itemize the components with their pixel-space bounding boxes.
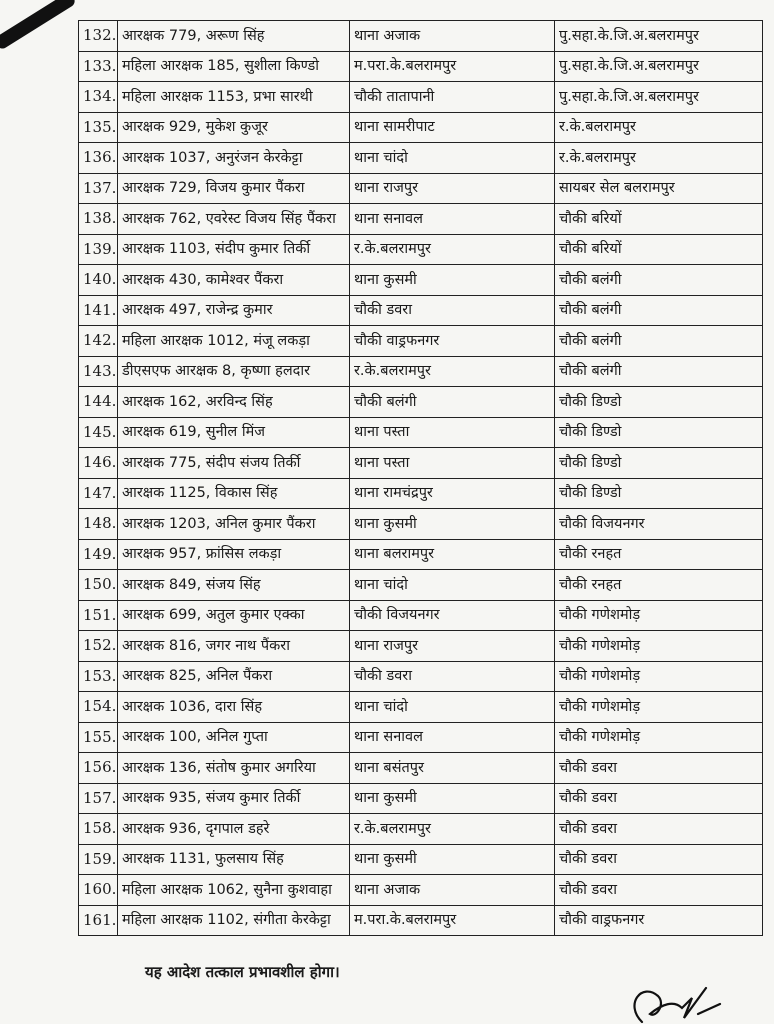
employee-name-cell: आरक्षक 729, विजय कुमार पैंकरा xyxy=(118,173,350,204)
employee-name-cell: आरक्षक 779, अरूण सिंह xyxy=(118,21,350,52)
current-posting-cell: थाना कुसमी xyxy=(350,844,555,875)
serial-number-cell: 151. xyxy=(79,600,118,631)
current-posting-cell: म.परा.के.बलरामपुर xyxy=(350,905,555,936)
serial-number-cell: 147. xyxy=(79,478,118,509)
serial-number-cell: 158. xyxy=(79,814,118,845)
table-row xyxy=(79,295,763,326)
current-posting-cell: थाना कुसमी xyxy=(350,783,555,814)
employee-name-cell: महिला आरक्षक 1102, संगीता केरकेट्टा xyxy=(118,905,350,936)
table-row xyxy=(79,143,763,174)
serial-number-cell: 144. xyxy=(79,387,118,418)
employee-name-cell: आरक्षक 1131, फुलसाय सिंह xyxy=(118,844,350,875)
current-posting-cell: र.के.बलरामपुर xyxy=(350,356,555,387)
current-posting-cell: चौकी डवरा xyxy=(350,661,555,692)
serial-number-cell: 154. xyxy=(79,692,118,723)
signature-mark xyxy=(622,974,732,1024)
new-posting-cell: र.के.बलरामपुर xyxy=(555,143,763,174)
table-row xyxy=(79,844,763,875)
table-row xyxy=(79,692,763,723)
order-effective-note: यह आदेश तत्काल प्रभावशील होगा। xyxy=(145,963,340,981)
new-posting-cell: चौकी विजयनगर xyxy=(555,509,763,540)
new-posting-cell: चौकी रनहत xyxy=(555,539,763,570)
table-row xyxy=(79,448,763,479)
current-posting-cell: थाना चांदो xyxy=(350,570,555,601)
current-posting-cell: थाना राजपुर xyxy=(350,631,555,662)
table-row xyxy=(79,783,763,814)
current-posting-cell: थाना सनावल xyxy=(350,722,555,753)
new-posting-cell: पु.सहा.के.जि.अ.बलरामपुर xyxy=(555,21,763,52)
employee-name-cell: आरक्षक 929, मुकेश कुजूर xyxy=(118,112,350,143)
employee-name-cell: आरक्षक 1037, अनुरंजन केरकेट्टा xyxy=(118,143,350,174)
current-posting-cell: चौकी बलंगी xyxy=(350,387,555,418)
new-posting-cell: चौकी डवरा xyxy=(555,783,763,814)
table-row xyxy=(79,509,763,540)
employee-name-cell: आरक्षक 935, संजय कुमार तिर्की xyxy=(118,783,350,814)
serial-number-cell: 135. xyxy=(79,112,118,143)
table-row xyxy=(79,82,763,113)
table-row xyxy=(79,387,763,418)
table-row xyxy=(79,112,763,143)
serial-number-cell: 157. xyxy=(79,783,118,814)
transfer-table xyxy=(78,20,763,936)
table-row xyxy=(79,326,763,357)
new-posting-cell: चौकी डिण्डो xyxy=(555,387,763,418)
table-row xyxy=(79,51,763,82)
current-posting-cell: थाना सामरीपाट xyxy=(350,112,555,143)
employee-name-cell: डीएसएफ आरक्षक 8, कृष्णा हलदार xyxy=(118,356,350,387)
table-row xyxy=(79,539,763,570)
current-posting-cell: थाना कुसमी xyxy=(350,265,555,296)
serial-number-cell: 140. xyxy=(79,265,118,296)
new-posting-cell: चौकी बलंगी xyxy=(555,356,763,387)
new-posting-cell: चौकी डवरा xyxy=(555,814,763,845)
new-posting-cell: चौकी गणेशमोड़ xyxy=(555,692,763,723)
serial-number-cell: 139. xyxy=(79,234,118,265)
employee-name-cell: महिला आरक्षक 1012, मंजू लकड़ा xyxy=(118,326,350,357)
table-row xyxy=(79,21,763,52)
employee-name-cell: आरक्षक 816, जगर नाथ पैंकरा xyxy=(118,631,350,662)
table-row xyxy=(79,417,763,448)
serial-number-cell: 161. xyxy=(79,905,118,936)
current-posting-cell: चौकी तातापानी xyxy=(350,82,555,113)
table-row xyxy=(79,265,763,296)
new-posting-cell: चौकी रनहत xyxy=(555,570,763,601)
new-posting-cell: चौकी बरियों xyxy=(555,234,763,265)
employee-name-cell: आरक्षक 775, संदीप संजय तिर्की xyxy=(118,448,350,479)
employee-name-cell: आरक्षक 1036, दारा सिंह xyxy=(118,692,350,723)
serial-number-cell: 136. xyxy=(79,143,118,174)
serial-number-cell: 148. xyxy=(79,509,118,540)
new-posting-cell: सायबर सेल बलरामपुर xyxy=(555,173,763,204)
new-posting-cell: पु.सहा.के.जि.अ.बलरामपुर xyxy=(555,82,763,113)
current-posting-cell: थाना अजाक xyxy=(350,875,555,906)
new-posting-cell: चौकी डिण्डो xyxy=(555,417,763,448)
table-row xyxy=(79,234,763,265)
new-posting-cell: चौकी वाड्रफनगर xyxy=(555,905,763,936)
serial-number-cell: 149. xyxy=(79,539,118,570)
serial-number-cell: 141. xyxy=(79,295,118,326)
current-posting-cell: थाना कुसमी xyxy=(350,509,555,540)
serial-number-cell: 137. xyxy=(79,173,118,204)
current-posting-cell: थाना चांदो xyxy=(350,692,555,723)
employee-name-cell: आरक्षक 430, कामेश्वर पैंकरा xyxy=(118,265,350,296)
current-posting-cell: थाना अजाक xyxy=(350,21,555,52)
employee-name-cell: आरक्षक 497, राजेन्द्र कुमार xyxy=(118,295,350,326)
employee-name-cell: महिला आरक्षक 185, सुशीला किण्डो xyxy=(118,51,350,82)
employee-name-cell: आरक्षक 762, एवरेस्ट विजय सिंह पैंकरा xyxy=(118,204,350,235)
employee-name-cell: आरक्षक 136, संतोष कुमार अगरिया xyxy=(118,753,350,784)
serial-number-cell: 133. xyxy=(79,51,118,82)
employee-name-cell: आरक्षक 849, संजय सिंह xyxy=(118,570,350,601)
new-posting-cell: चौकी डिण्डो xyxy=(555,448,763,479)
employee-name-cell: आरक्षक 162, अरविन्द सिंह xyxy=(118,387,350,418)
serial-number-cell: 160. xyxy=(79,875,118,906)
table-row xyxy=(79,356,763,387)
current-posting-cell: थाना बलरामपुर xyxy=(350,539,555,570)
new-posting-cell: चौकी बलंगी xyxy=(555,326,763,357)
table-row xyxy=(79,631,763,662)
employee-name-cell: आरक्षक 957, फ्रांसिस लकड़ा xyxy=(118,539,350,570)
table-row xyxy=(79,905,763,936)
serial-number-cell: 134. xyxy=(79,82,118,113)
current-posting-cell: म.परा.के.बलरामपुर xyxy=(350,51,555,82)
current-posting-cell: थाना राजपुर xyxy=(350,173,555,204)
employee-name-cell: आरक्षक 1103, संदीप कुमार तिर्की xyxy=(118,234,350,265)
new-posting-cell: र.के.बलरामपुर xyxy=(555,112,763,143)
current-posting-cell: चौकी विजयनगर xyxy=(350,600,555,631)
current-posting-cell: थाना चांदो xyxy=(350,143,555,174)
employee-name-cell: आरक्षक 619, सुनील मिंज xyxy=(118,417,350,448)
serial-number-cell: 150. xyxy=(79,570,118,601)
new-posting-cell: चौकी डवरा xyxy=(555,875,763,906)
table-row xyxy=(79,600,763,631)
new-posting-cell: पु.सहा.के.जि.अ.बलरामपुर xyxy=(555,51,763,82)
table-row xyxy=(79,814,763,845)
table-row xyxy=(79,204,763,235)
table-row xyxy=(79,570,763,601)
new-posting-cell: चौकी बलंगी xyxy=(555,295,763,326)
current-posting-cell: थाना रामचंद्रपुर xyxy=(350,478,555,509)
serial-number-cell: 146. xyxy=(79,448,118,479)
employee-name-cell: आरक्षक 1125, विकास सिंह xyxy=(118,478,350,509)
serial-number-cell: 153. xyxy=(79,661,118,692)
employee-name-cell: आरक्षक 1203, अनिल कुमार पैंकरा xyxy=(118,509,350,540)
serial-number-cell: 132. xyxy=(79,21,118,52)
pen-mark xyxy=(0,0,77,51)
serial-number-cell: 142. xyxy=(79,326,118,357)
current-posting-cell: थाना पस्ता xyxy=(350,448,555,479)
serial-number-cell: 143. xyxy=(79,356,118,387)
current-posting-cell: थाना बसंतपुर xyxy=(350,753,555,784)
table-row xyxy=(79,875,763,906)
table-row xyxy=(79,478,763,509)
serial-number-cell: 156. xyxy=(79,753,118,784)
employee-name-cell: महिला आरक्षक 1062, सुनैना कुशवाहा xyxy=(118,875,350,906)
new-posting-cell: चौकी गणेशमोड़ xyxy=(555,600,763,631)
employee-name-cell: आरक्षक 100, अनिल गुप्ता xyxy=(118,722,350,753)
employee-name-cell: आरक्षक 936, दृगपाल डहरे xyxy=(118,814,350,845)
current-posting-cell: थाना पस्ता xyxy=(350,417,555,448)
new-posting-cell: चौकी गणेशमोड़ xyxy=(555,722,763,753)
table-row xyxy=(79,661,763,692)
serial-number-cell: 138. xyxy=(79,204,118,235)
new-posting-cell: चौकी गणेशमोड़ xyxy=(555,631,763,662)
new-posting-cell: चौकी डवरा xyxy=(555,844,763,875)
serial-number-cell: 159. xyxy=(79,844,118,875)
employee-name-cell: महिला आरक्षक 1153, प्रभा सारथी xyxy=(118,82,350,113)
employee-name-cell: आरक्षक 825, अनिल पैंकरा xyxy=(118,661,350,692)
serial-number-cell: 145. xyxy=(79,417,118,448)
serial-number-cell: 152. xyxy=(79,631,118,662)
new-posting-cell: चौकी बलंगी xyxy=(555,265,763,296)
new-posting-cell: चौकी गणेशमोड़ xyxy=(555,661,763,692)
current-posting-cell: चौकी डवरा xyxy=(350,295,555,326)
table-row xyxy=(79,722,763,753)
current-posting-cell: र.के.बलरामपुर xyxy=(350,234,555,265)
current-posting-cell: र.के.बलरामपुर xyxy=(350,814,555,845)
employee-name-cell: आरक्षक 699, अतुल कुमार एक्का xyxy=(118,600,350,631)
transfer-table-body xyxy=(79,21,763,936)
current-posting-cell: चौकी वाड्रफनगर xyxy=(350,326,555,357)
table-row xyxy=(79,753,763,784)
table-row xyxy=(79,173,763,204)
new-posting-cell: चौकी बरियों xyxy=(555,204,763,235)
current-posting-cell: थाना सनावल xyxy=(350,204,555,235)
new-posting-cell: चौकी डवरा xyxy=(555,753,763,784)
new-posting-cell: चौकी डिण्डो xyxy=(555,478,763,509)
serial-number-cell: 155. xyxy=(79,722,118,753)
